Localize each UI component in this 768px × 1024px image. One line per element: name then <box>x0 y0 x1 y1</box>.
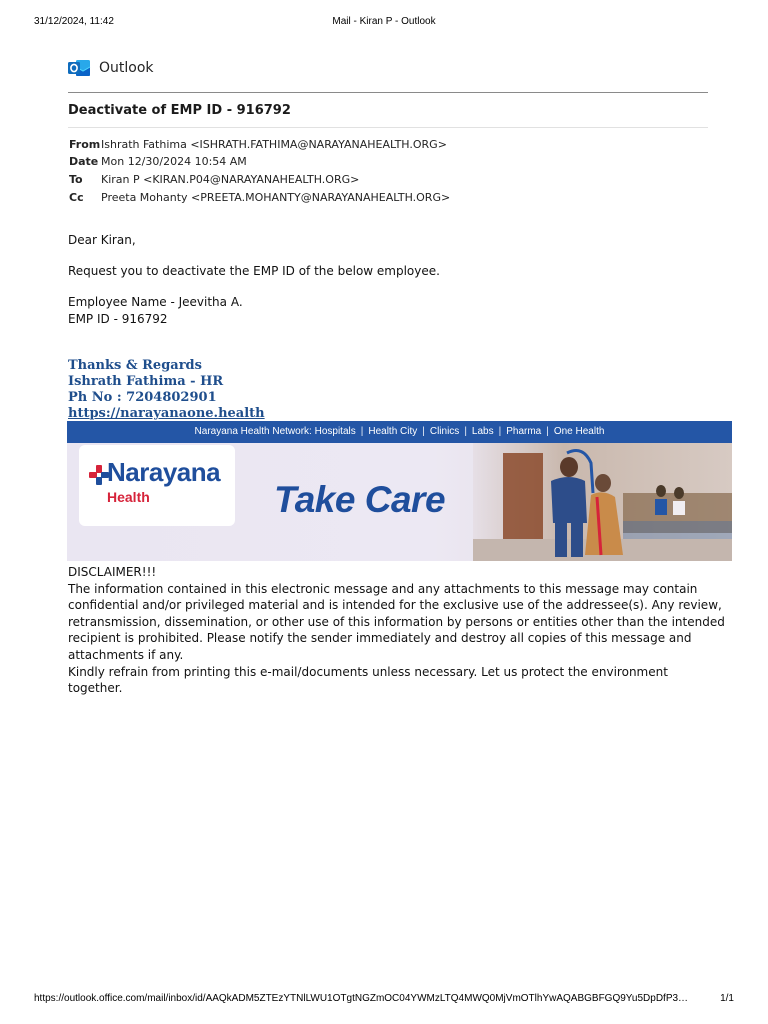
print-title: Mail - Kiran P - Outlook <box>332 16 436 27</box>
print-footer <box>34 993 734 1007</box>
disclaimer-line: confidential and/or privileged material and is intended for the exclusive use of the addressee(s). Any review, <box>68 598 722 612</box>
print-datetime: 31/12/2024, 11:42 <box>34 16 114 27</box>
print-url: https://outlook.office.com/mail/inbox/id/AAQkADM5ZTEzYTNlLWU1OTgtNGZmOC04YWMzLTQ4MWQ0MjVmOTlhYwAQABGBFGQ9Yu5DpDfP3… <box>34 993 689 1004</box>
banner-network-item: One Health <box>553 426 605 437</box>
disclaimer-line: attachments if any. <box>68 648 184 662</box>
header-value[interactable]: Preeta Mohanty <PREETA.MOHANTY@NARAYANAHEALTH.ORG> <box>101 191 451 204</box>
banner-network-bar: Narayana Health Network: Hospitals | Health City | Clinics | Labs | Pharma | One Health <box>67 421 732 443</box>
disclaimer-line: retransmission, dissemination, or other use of this information by persons or entities other than the intended <box>68 615 725 629</box>
header-value: Mon 12/30/2024 10:54 AM <box>101 155 247 168</box>
banner-network-prefix: Narayana Health Network: Hospitals <box>194 426 356 437</box>
email-subject: Deactivate of EMP ID - 916792 <box>68 103 291 118</box>
header-date <box>69 155 247 171</box>
narayana-logo <box>79 445 235 526</box>
disclaimer-heading: DISCLAIMER!!! <box>68 565 157 579</box>
banner-tagline: Take Care <box>274 479 446 520</box>
employee-name: Employee Name - Jeevitha A. <box>68 295 243 309</box>
logo-wordmark: Narayana <box>107 457 221 487</box>
banner-network-item: Clinics <box>429 426 460 437</box>
header-key: From <box>69 138 101 151</box>
banner-network-item: Pharma <box>506 426 542 437</box>
greeting: Dear Kiran, <box>68 233 136 247</box>
header-cc <box>69 191 450 207</box>
signature-banner[interactable] <box>67 421 732 561</box>
disclaimer-line: recipient is prohibited. Please notify the sender immediately and destroy all copies of this message and <box>68 631 692 645</box>
disclaimer-line: together. <box>68 681 123 695</box>
signature-phone: Ph No : 7204802901 <box>68 390 217 405</box>
disclaimer-line: The information contained in this electronic message and any attachments to this message may contain <box>68 582 698 596</box>
header-from <box>69 138 447 154</box>
header-key: Date <box>69 155 99 168</box>
outlook-logo-icon <box>68 58 91 78</box>
signature-closing: Thanks & Regards <box>68 358 202 373</box>
signature-link[interactable]: https://narayanaone.health <box>68 406 265 421</box>
subject-divider <box>68 127 708 128</box>
page-number: 1/1 <box>720 993 734 1004</box>
banner-network-item: Health City <box>368 426 418 437</box>
employee-id: EMP ID - 916792 <box>68 312 168 326</box>
narayana-cross-icon <box>89 465 109 485</box>
signature-name: Ishrath Fathima - HR <box>68 374 224 389</box>
banner-body <box>67 443 732 561</box>
header-to <box>69 173 359 189</box>
header-key: Cc <box>69 191 84 204</box>
header-divider <box>68 92 708 93</box>
disclaimer-line: Kindly refrain from printing this e-mail/documents unless necessary. Let us protect the environment <box>68 665 668 679</box>
app-name: Outlook <box>99 60 154 76</box>
banner-photo <box>473 443 732 561</box>
logo-subtext: Health <box>107 489 150 505</box>
app-bar <box>68 57 708 81</box>
request-text: Request you to deactivate the EMP ID of the below employee. <box>68 264 440 278</box>
header-key: To <box>69 173 83 186</box>
header-value[interactable]: Kiran P <KIRAN.P04@NARAYANAHEALTH.ORG> <box>101 173 360 186</box>
header-value[interactable]: Ishrath Fathima <ISHRATH.FATHIMA@NARAYANAHEALTH.ORG> <box>101 138 447 151</box>
print-header <box>34 16 734 30</box>
banner-network-item: Labs <box>471 426 494 437</box>
